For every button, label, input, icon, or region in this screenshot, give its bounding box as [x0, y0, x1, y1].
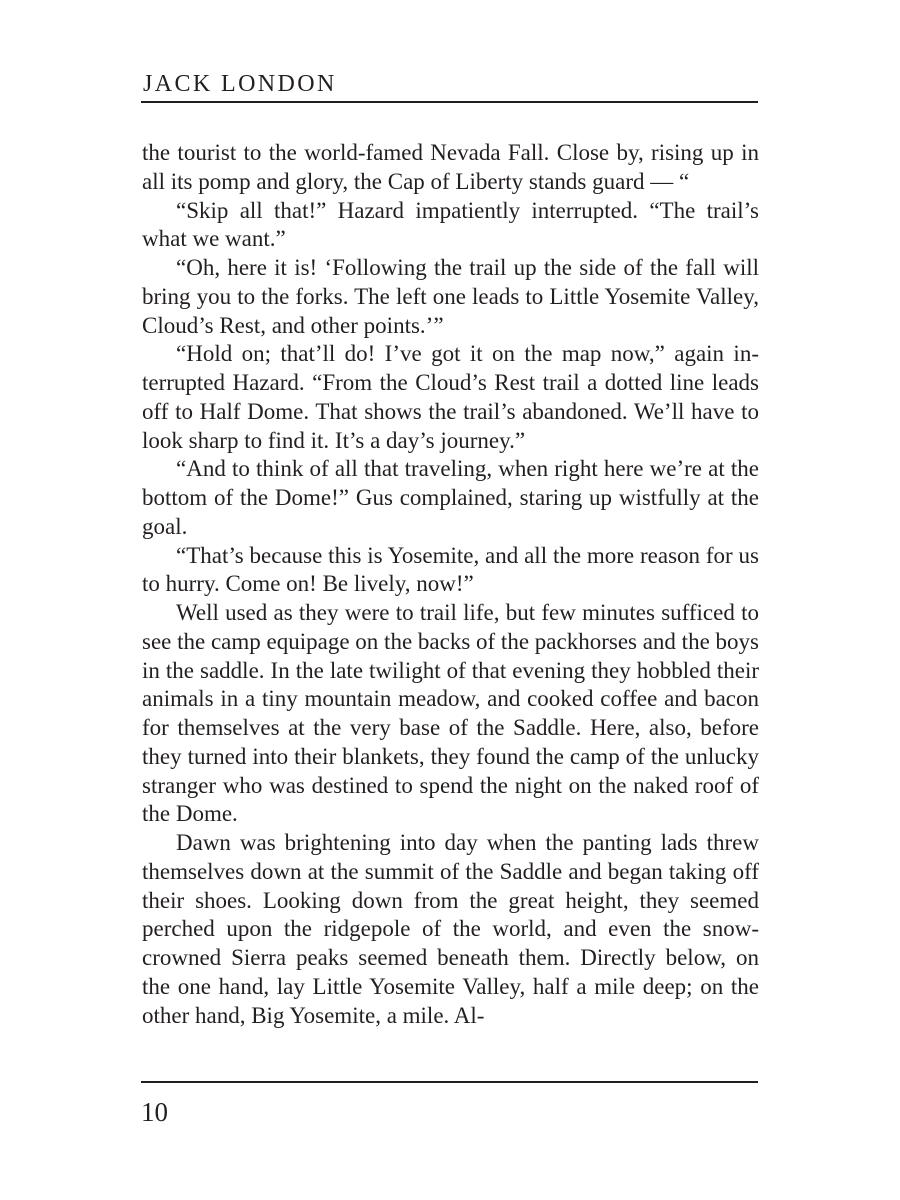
footer-rule [141, 1081, 758, 1083]
page-number: 10 [141, 1097, 168, 1127]
paragraph: “Skip all that!” Hazard impatiently interrupted. “The trail’s what we want.” [142, 197, 759, 252]
paragraph: “And to think of all that traveling, when right here we’re at the bottom of the Dome!” Gus complained, staring up wistfully at the goal. [142, 456, 759, 539]
paragraph: “Hold on; that’ll do! I’ve got it on the map now,” again interrupted Hazard. “From the Cloud’s Rest trail a dotted line leads off to Half Dome. That shows the trail’s abandoned. We’ll have to look sharp to find it. It’s a day’s journey.” [142, 341, 759, 453]
paragraph: Dawn was brightening into day when the panting lads threw themselves down at the summit of the Saddle and began taking off their shoes. Looking down from the great height, they seemed perched upon the ridgepole of the world, and even the snow-crowned Sierra peaks seemed beneath them. Directly below, on the one hand, lay Little Yosemite Valley, half a mile deep; on the other hand, Big Yosemite, a mile. Al- [142, 830, 759, 1028]
paragraph-continued: the tourist to the world-famed Nevada Fall. Close by, rising up in all its pomp and glory, the Cap of Liberty stands guard — “ [142, 140, 759, 194]
paragraph: “That’s because this is Yosemite, and all the more reason for us to hurry. Come on! Be lively, now!” [142, 542, 759, 597]
body-text [142, 139, 759, 1030]
paragraph: Well used as they were to trail life, but few minutes sufficed to see the camp equipage on the backs of the packhorses and the boys in the saddle. In the late twilight of that evening they hobbled their animals in a tiny mountain meadow, and cooked coffee and bacon for themselves at the very base of the Saddle. Here, also, before they turned into their blankets, they found the camp of the unlucky stranger who was destined to spend the night on the naked roof of the Dome. [142, 600, 759, 827]
running-head: JACK LONDON [143, 71, 337, 97]
header-rule [141, 101, 758, 103]
paragraph: “Oh, here it is! ‘Following the trail up the side of the fall will bring you to the forks. The left one leads to Little Yosemite Valley, Cloud’s Rest, and other points.’” [142, 255, 759, 338]
